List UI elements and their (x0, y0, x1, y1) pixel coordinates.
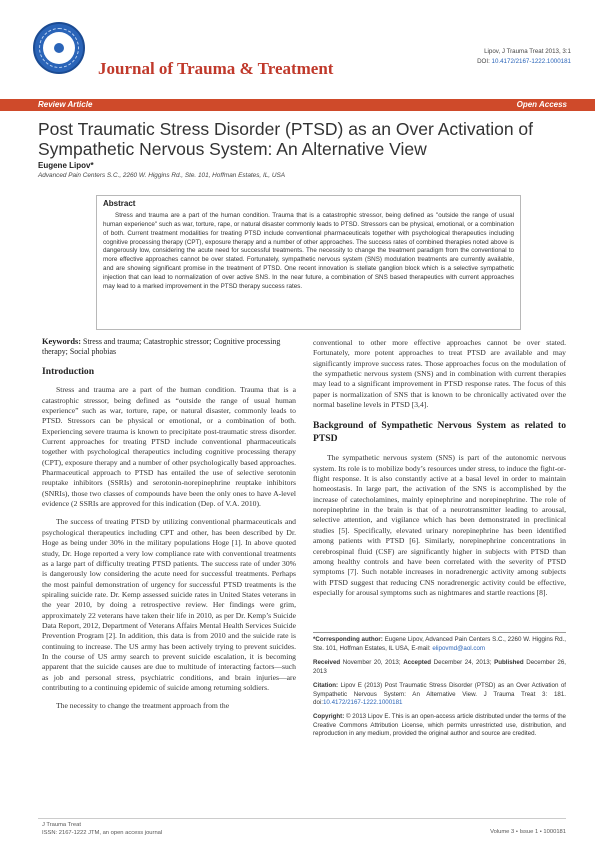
author-affiliation: Advanced Pain Centers S.C., 2260 W. Higgins Rd., Ste. 101, Hoffman Estates, IL, USA (38, 172, 285, 179)
logo-emblem (54, 43, 64, 53)
received-label: Received (313, 659, 341, 666)
intro-paragraph-3: The necessity to change the treatment approach from the (56, 701, 230, 711)
citation-block (313, 682, 566, 708)
copyright-text: © 2013 Lipov E. This is an open-access article distributed under the terms of the Creative Commons Attribution License, which permits unrestricted use, distribution, and reproduction in any medium, provided the original author and source are credited. (313, 713, 566, 737)
corresponding-author (313, 636, 566, 653)
corr-label: *Corresponding author: (313, 636, 383, 643)
article-type-label: Review Article (38, 100, 93, 109)
accepted-label: Accepted (403, 659, 432, 666)
col2-paragraph-2: The sympathetic nervous system (SNS) is part of the autonomic nervous system. Its role is to mobilize body’s resources under stress, to induce the fight-or-flight response. It is also constantly active at a basal level in order to maintain homeostasis. In large part, the activation of the SNS is accomplished by the increase of catecholamines, mainly epinephrine and norepinephrine. The role of norepinephrine in the brain is that of a neurotransmitter leading to arousal, selective attention, and vigilance which has been demonstrated in preclinical studies [5]. Specifically, elevated urinary norepinephrine has been identified among patients with PTSD [6]. Similarly, norepinephrine concentrations in cerebrospinal fluid (CSF) are significantly higher in subjects with PTSD than among healthy controls and have been correlated with the severity of PTSD symptoms [7]. Such notable increases in noradrenergic activity among subjects with PTSD suggest that reducing CNS noradrenergic activity could be effective, especially for arousal symptoms such as nightmares and startle reactions [8]. (313, 453, 566, 597)
received-date: November 20, 2013; (340, 659, 404, 666)
sns-section-heading: Background of Sympathetic Nervous System as related to PTSD (313, 420, 566, 444)
article-dates (313, 659, 566, 676)
column-2 (313, 338, 566, 598)
citation-doi-link[interactable]: 10.4172/2167-1222.1000181 (322, 699, 403, 706)
citation-header (477, 47, 571, 67)
corr-text: Eugene Lipov, Advanced Pain Centers S.C., 2260 W. Higgins Rd., Ste. 101, Hoffman Estates, IL USA, E-mail: (313, 636, 566, 652)
abstract-text: Stress and trauma are a part of the human condition. Trauma that is a catastrophic stressor, being defined as "outside the range of usual human experience" such as war, torture, rape, or natural disaster commonly leads to PTSD. Stressors can be physical, emotional, or a combination of both. Current treatment modalities for treating PTSD include conventional pharmaceuticals together with psychological therapeutics including cognitive processing therapy (CPT), exposure therapy and a number of other approaches. The success rates of combined therapies noted above is dangerously low, considering the acute need for successful treatments. The necessity to change the treatment paradigm from the conventional to more effective approaches cannot be over stated. Fortunately, sympathetic nervous system (SNS) modulation treatments are currently available, and are showing significant promise in the treatment of PTSD. One recent innovation is stellate ganglion block which is a selective sympathetic injection that can lead to normalization of over active SNS. In the near future, a combination of SNS based therapeutics with current approaches may lead to a marked improvement in the PTSD therapy success rates. (103, 212, 514, 290)
doi-line (477, 57, 571, 67)
keywords-text: Stress and trauma; Catastrophic stressor; Cognitive processing therapy; Social phobias (42, 337, 281, 357)
footer-issn: ISSN: 2167-1222 JTM, an open access journal (42, 830, 163, 836)
footer-divider (38, 818, 566, 819)
citation-text: Lipov E (2013) Post Traumatic Stress Disorder (PTSD) as an Over Activation of Sympathetic Nervous System: An Alternative View. J Trauma Treat 3: 181. doi: (313, 682, 566, 706)
col2-paragraph-1: conventional to other more effective approaches cannot be over stated. Fortunately, more potent approaches to treat PTSD are available and may significantly improve success rates. Those approaches focus on the modulation of the sympathetic nervous system (SNS) and in combination with current therapies may lead to a significant improvement in PTSD response rates. The focus of this paper is normalization of SNS that is known to be chronically activated over the normal baseline levels in PTSD [3,4]. (313, 338, 566, 410)
citation-label: Citation: (313, 682, 339, 689)
citation-line: Lipov, J Trauma Treat 2013, 3:1 (484, 48, 571, 55)
info-divider (313, 632, 566, 633)
article-title: Post Traumatic Stress Disorder (PTSD) as an Over Activation of Sympathetic Nervous System: An Alternative View (38, 119, 534, 159)
author-name: Eugene Lipov* (38, 161, 94, 170)
copyright-label: Copyright: (313, 713, 345, 720)
footer-journal-info (42, 821, 162, 837)
doi-label: DOI: (477, 58, 492, 65)
abstract-heading: Abstract (103, 199, 136, 208)
corr-email-link[interactable]: elipovmd@aol.com (432, 644, 486, 652)
intro-paragraph-2: The success of treating PTSD by utilizing conventional pharmaceuticals and psychological therapeutics including CPT and other, has been described by Dr. Hoge as being under 30% in the military populations Hoge [1]. In above quoted study, Dr. Hoge reported a very low compliance rate with conventional treatments as a large part of difficulty treating PTSD patients. The success rate of under 30% is dangerously low considering the acute need for successful treatments. Perhaps the most painful demonstration of urgency for successful PTSD treatments is the spiraling suicide rate. Dr. Kemp assessed suicide rates in United States veterans in the year 2010, by doing a retrospective review. Her findings were grim, approximately 22 veterans have taken their life in 2010, as per Dr. Kemp’s Suicide Data Report, 2012, Department of Veterans Affairs Mental Health Services Suicide Prevention Program [2]. In addition, this data is from 2010 and the suicide rate is continuing to increase. The US army has been actively trying to prevent suicides. In the course of US army search to prevent suicide escalation, it is becoming apparent that the suicide causes are due to multitude of interacting factors—such as job and personal stress, psychiatric conditions, and brain injuries—are contributing to a continuing epidemic of suicide among returning soldiers. (42, 517, 296, 692)
open-access-label: Open Access (516, 100, 567, 109)
journal-title: Journal of Trauma & Treatment (98, 59, 334, 78)
intro-paragraph-1: Stress and trauma are a part of the human condition. Trauma that is a catastrophic stressor, being defined as “outside the range of usual human experience” such as war, torture, rape, or natural disaster, commonly leads to PTSD. Stressors can be physical or emotional, or a combination of both. Experiencing severe trauma is known to precipitate post-traumatic stress disorder. Current approaches for treating PTSD include conventional pharmaceuticals together with psychological therapeutics including cognitive processing therapy (CPT), exposure therapy and a number of other psychologically based approaches. Pharmaceutical approach to PTSD has entailed the use of selective serotonin reuptake inhibitors (SSRIs) and serotonin-norepinephrine reuptake inhibitors (SNRIs), those two classes of compounds have been the only ones to have A-level evidence (2 SSRIs are approved for this indication (Dep. of V.A. 2010). (42, 385, 296, 509)
introduction-section (42, 367, 296, 712)
footer-journal: J Trauma Treat (42, 822, 81, 828)
copyright-block (313, 713, 566, 739)
published-label: Published (494, 659, 524, 666)
keywords (42, 337, 296, 358)
doi-link[interactable]: 10.4172/2167-1222.1000181 (491, 58, 571, 65)
published-date: December 26, 2013 (313, 659, 566, 675)
accepted-date: December 24, 2013; (431, 659, 495, 666)
journal-seal-logo (33, 22, 85, 74)
footer-volume: Volume 3 • Issue 1 • 1000181 (490, 829, 566, 835)
introduction-heading: Introduction (42, 366, 95, 377)
keywords-label: Keywords: (42, 337, 82, 346)
